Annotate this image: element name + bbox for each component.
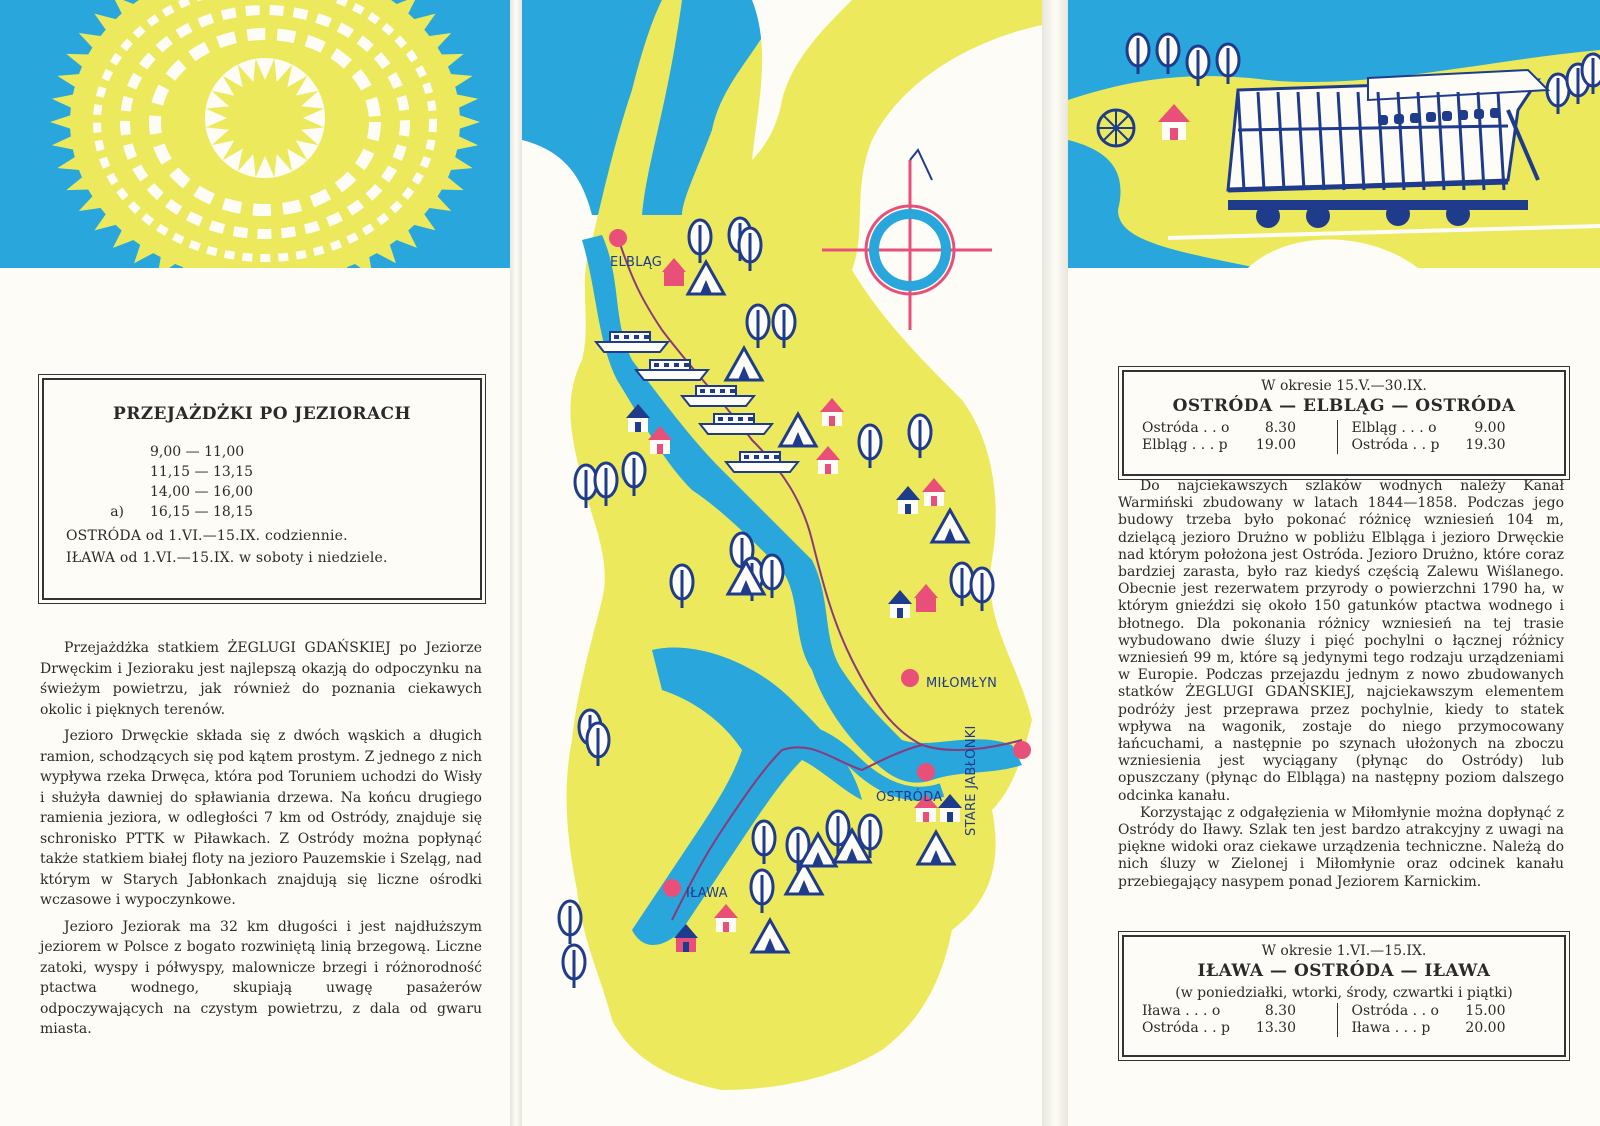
fold-line <box>1042 0 1068 1126</box>
return-times <box>1337 420 1547 454</box>
ship-on-rails-illustration <box>1068 0 1600 268</box>
city-label-stare-jablonki: STARE JABŁONKI <box>964 725 979 836</box>
water-wheel-icon <box>1098 110 1134 146</box>
paragraph: Jezioro Drwęckie składa się z dwóch wąskich a długich ramion, schodzących się pod kątem prostym. Z jednego z nich wypływa rzeka Drwęca, która pod Toruniem uchodzi do Wisły i służyła dawniej do spławiania drzewa. Na końcu drugiego ramienia jeziora, w odległości 7 km od Ostródy, znajduje się schronisko PTTK w Piławkach. Z Ostródy można popłynąć także statkiem białej floty na jezioro Pauzemskie i Szeląg, nad którym w Starych Jabłonkach znajdują się liczne ośrodki wczasowe i wypoczynkowe. <box>40 728 482 908</box>
paragraph: Przejażdżka statkiem ŻEGLUGI GDAŃSKIEJ po Jeziorze Drwęckim i Jezioraku jest najlepszą okazją do odpoczynku na świeżym powietrzu, jak również do poznania ciekawych okolic i pięknych terenów. <box>40 640 482 718</box>
city-dot-ostroda <box>917 763 935 781</box>
schedule-ostroda-elblag <box>1122 370 1566 476</box>
outbound-times <box>1142 420 1337 454</box>
porthole <box>1442 111 1452 121</box>
city-label-ilawa: IŁAWA <box>686 886 728 901</box>
sun-illustration <box>0 0 510 268</box>
schedule-ilawa-ostroda <box>1122 935 1566 1057</box>
schedule-row: Ostróda . . p 19.30 <box>1351 437 1506 453</box>
schedule-row: Elbląg . . . p 19.00 <box>1142 437 1296 453</box>
paragraph: Do najciekawszych szlaków wodnych należy Kanał Warmiński zbudowany w latach 1844—1858. Podczas jego budowy trzeba było pokonać różnicę wzniesień 104 m, dzielącą jezioro Drużno w pobliżu Elbląga i jezioro Drwęckie nad którym położona jest Ostróda. Jezioro Drużno, które coraz bardziej zarasta, było raz kiedyś częścią Zalewu Wiślanego. Obecnie jest rezerwatem przyrody o powierzchni 1790 ha, w którym gnieździ się około 150 gatunków ptactwa wodnego i błotnego. Dla pokonania różnicy wzniesień na tej trasie wybudowano dwie śluzy i pięć pochylni o łącznej różnicy wzniesień 99 m, które są jedynymi tego rodzaju urządzeniami w Europie. Podczas przejazdu jednym z nowo zbudowanych statków ŻEGLUGI GDAŃSKIEJ, najciekawszym elementem podróży jest przeprawa przez pochylnie, kiedy to statek wpływa na wagonik, zostaje do niego przymocowany łańcuchami, a następnie po szynach ułożonych na zboczu wzniesienia jest wyciągany (płynąc do Ostródy) lub opuszczany (płynąc do Elbląga) na następny poziom dalszego odcinka kanału. <box>1118 478 1564 804</box>
route-map <box>522 0 1042 1126</box>
outbound-times <box>1142 1003 1337 1037</box>
city-dot-elblag <box>609 229 627 247</box>
porthole <box>1426 112 1436 122</box>
lake-trips-title: PRZEJAŻDŻKI PO JEZIORACH <box>113 404 411 424</box>
right-body-text <box>1118 478 1564 891</box>
city-label-elblag: ELBLĄG <box>610 255 663 270</box>
trip-time-row: a) 16,15 — 18,15 <box>110 504 254 520</box>
schedule-row: Ostróda . . o 8.30 <box>1142 420 1296 436</box>
schedule-row: Ostróda . . p 13.30 <box>1142 1020 1296 1036</box>
ostroda-note: OSTRÓDA od 1.VI.—15.IX. codziennie. <box>66 528 348 544</box>
schedule-row: Elbląg . . . o 9.00 <box>1351 420 1506 436</box>
trip-time-row: 9,00 — 11,00 <box>150 444 245 460</box>
trip-times <box>44 442 480 522</box>
schedule-row: Ostróda . . o 15.00 <box>1351 1003 1506 1019</box>
left-panel <box>0 0 510 1126</box>
paragraph: Jezioro Jeziorak ma 32 km długości i jest najdłuższym jeziorem w Polsce z bogato rozwiniętą linią brzegową. Liczne zatoki, wyspy i półwyspy, malownicze brzegi i różnorodność ptactwa wodnego, skupiają uwagę pasażerów odpoczywających na czystym powietrzu, z dala od gwaru miasta. <box>40 918 482 1037</box>
return-times <box>1337 1003 1547 1037</box>
lake-trips-box <box>42 378 482 600</box>
city-label-milomlyn: MIŁOMŁYN <box>926 676 998 691</box>
schedule-row: Iława . . . p 20.00 <box>1351 1020 1506 1036</box>
trip-time-row: 14,00 — 16,00 <box>150 484 254 500</box>
city-dot-stare <box>1013 741 1031 759</box>
map-panel <box>522 0 1042 1126</box>
schedule-route: IŁAWA — OSTRÓDA — IŁAWA <box>1197 961 1491 981</box>
ilawa-note: IŁAWA od 1.VI.—15.IX. w soboty i niedziele. <box>66 550 388 566</box>
fold-line <box>510 0 522 1126</box>
city-dot-milomlyn <box>901 669 919 687</box>
left-body-text <box>40 638 482 1046</box>
city-dot-ilawa <box>663 879 681 897</box>
schedule-period: W okresie 15.V.—30.IX. <box>1261 378 1427 394</box>
schedule-days: (w poniedziałki, wtorki, środy, czwartki i piątki) <box>1175 985 1513 1001</box>
trip-time-row: 11,15 — 13,15 <box>150 464 254 480</box>
schedule-period: W okresie 1.VI.—15.IX. <box>1261 943 1427 959</box>
schedule-route: OSTRÓDA — ELBLĄG — OSTRÓDA <box>1172 396 1516 416</box>
right-panel <box>1068 0 1600 1126</box>
city-label-ostroda: OSTRÓDA <box>876 790 943 805</box>
schedule-row: Iława . . . o 8.30 <box>1142 1003 1296 1019</box>
paragraph: Korzystając z odgałęzienia w Miłomłynie można dopłynąć z Ostródy do Iławy. Szlak ten jest bardzo atrakcyjny z uwagi na piękne widoki oraz ciekawe urządzenia techniczne. Należą do nich śluzy w Zielonej i Miłomłynie oraz odcinek kanału przebiegający nasypem ponad Jeziorem Karnickim. <box>1118 804 1564 890</box>
